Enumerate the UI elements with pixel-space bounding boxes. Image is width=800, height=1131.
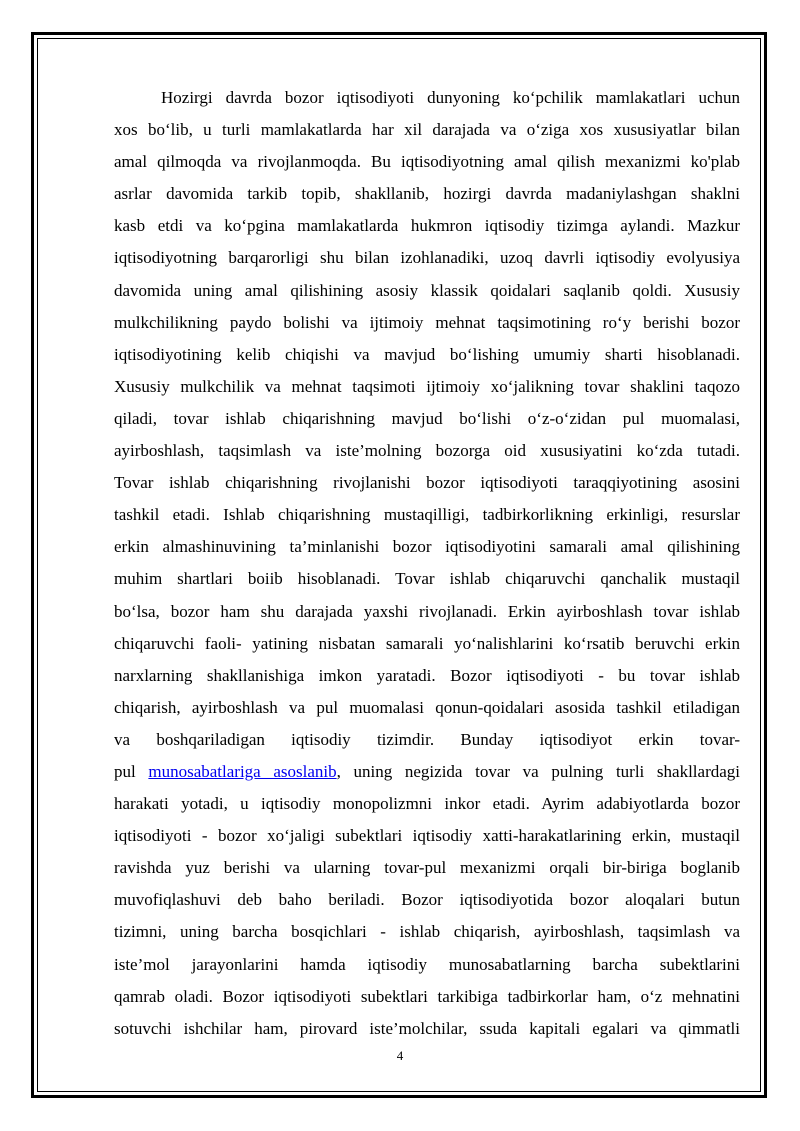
text-line: iqtisodiyotining kelib chiqishi va mavjud bo‘lishing umumiy sharti hisoblanadi. bbox=[114, 344, 740, 364]
text-line-with-link bbox=[114, 756, 740, 788]
text-line: chiqarish, ayirboshlash va pul muomalasi qonun-qoidalari asosida tashkil etiladigan bbox=[114, 697, 740, 717]
text-line: tizimni, uning barcha bosqichlari - ishlab chiqarish, ayirboshlash, taqsimlash va bbox=[114, 922, 740, 942]
text-line: erkin almashinuvining ta’minlanishi bozor iqtisodiyotini samarali amal qilishining bbox=[114, 537, 740, 557]
text-line: muvofiqlashuvi deb baho beriladi. Bozor iqtisodiyotida bozor aloqalari butun bbox=[114, 890, 740, 910]
text-line: sotuvchi ishchilar ham, pirovard iste’molchilar, ssuda kapitali egalari va qimmatli bbox=[114, 1018, 740, 1038]
text-line: narxlarning shakllanishiga imkon yaratadi. Bozor iqtisodiyoti - bu tovar ishlab bbox=[114, 665, 740, 685]
text-line: davomida uning amal qilishining asosiy klassik qoidalari saqlanib qoldi. Xususiy bbox=[114, 280, 740, 300]
text-line: muhim shartlari boiib hisoblanadi. Tovar ishlab chiqaruvchi qanchalik mustaqil bbox=[114, 569, 740, 589]
text-line: xos bo‘lib, u turli mamlakatlarda har xil darajada va o‘ziga xos xususiyatlar bilan bbox=[114, 120, 740, 140]
text-line: ayirboshlash, taqsimlash va iste’molning bozorga oid xususiyatini ko‘zda tutadi. bbox=[114, 441, 740, 461]
text-line: Tovar ishlab chiqarishning rivojlanishi bozor iqtisodiyoti taraqqiyotining asosini bbox=[114, 473, 740, 493]
text-line: qamrab oladi. Bozor iqtisodiyoti subektlari tarkibiga tadbirkorlar ham, o‘z mehnatini bbox=[114, 986, 740, 1006]
text-line: tashkil etadi. Ishlab chiqarishning mustaqilligi, tadbirkorlikning erkinligi, resurslar bbox=[114, 505, 740, 525]
text-line: iqtisodiyotning barqarorligi shu bilan izohlanadiki, uzoq davrli iqtisodiy evolyusiya bbox=[114, 248, 740, 268]
text-line: chiqaruvchi faoli- yatining nisbatan samarali yo‘nalishlarini ko‘rsatib beruvchi erkin bbox=[114, 633, 740, 653]
text-line: va boshqariladigan iqtisodiy tizimdir. Bunday iqtisodiyot erkin tovar- bbox=[114, 729, 740, 749]
page-number: 4 bbox=[396, 1048, 404, 1063]
text-line: kasb etdi va ko‘pgina mamlakatlarda hukmron iqtisodiy tizimga aylandi. Mazkur bbox=[114, 216, 740, 236]
text-line: Hozirgi davrda bozor iqtisodiyoti dunyoning ko‘pchilik mamlakatlari uchun bbox=[161, 88, 740, 107]
text-line: harakati yotadi, u iqtisodiy monopolizmni inkor etadi. Ayrim adabiyotlarda bozor bbox=[114, 794, 740, 814]
text-segment: pul bbox=[114, 761, 149, 781]
text-line: qiladi, tovar ishlab chiqarishning mavjud bo‘lishi o‘z-o‘zidan pul muomalasi, bbox=[114, 408, 740, 428]
text-segment: , uning negizida tovar va pulning turli shakllardagi bbox=[336, 761, 741, 781]
text-line: ravishda yuz berishi va ularning tovar-pul mexanizmi orqali bir-biriga boglanib bbox=[114, 858, 740, 878]
text-line: iste’mol jarayonlarini hamda iqtisodiy munosabatlarning barcha subektlarini bbox=[114, 954, 740, 974]
text-line: iqtisodiyoti - bozor xo‘jaligi subektlari iqtisodiy xatti-harakatlarining erkin, mustaqil bbox=[114, 826, 740, 846]
text-line: Xususiy mulkchilik va mehnat taqsimoti ijtimoiy xo‘jalikning tovar shaklini taqozo bbox=[114, 376, 740, 396]
body-text bbox=[114, 82, 740, 1045]
text-line: amal qilmoqda va rivojlanmoqda. Bu iqtisodiyotning amal qilish mexanizmi ko'plab bbox=[114, 152, 740, 172]
text-line: mulkchilikning paydo bolishi va ijtimoiy mehnat taqsimotining ro‘y berishi bozor bbox=[114, 312, 740, 332]
text-line: bo‘lsa, bozor ham shu darajada yaxshi rivojlanadi. Erkin ayirboshlash tovar ishlab bbox=[114, 601, 740, 621]
text-line: asrlar davomida tarkib topib, shakllanib, hozirgi davrda madaniylashgan shaklni bbox=[114, 184, 740, 204]
hyperlink[interactable]: munosabatlariga asoslanib bbox=[148, 761, 337, 781]
